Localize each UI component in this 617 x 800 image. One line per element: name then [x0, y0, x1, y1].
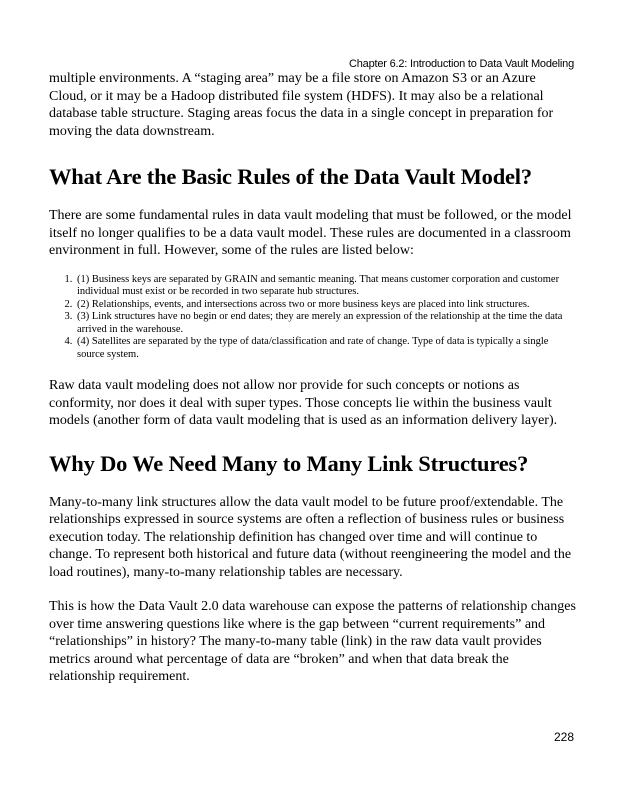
running-header: Chapter 6.2: Introduction to Data Vault Modeling — [348, 58, 574, 70]
section-heading-many-to-many: Why Do We Need Many to Many Link Structures? — [49, 450, 529, 476]
rules-list — [49, 274, 576, 362]
list-item: 2. (2) Relationships, events, and intersections across two or more business keys are placed into link structures. — [75, 299, 576, 312]
section-heading-basic-rules: What Are the Basic Rules of the Data Vault Model? — [49, 164, 532, 189]
list-item: 1. (1) Business keys are separated by GRAIN and semantic meaning. That means customer corporation and customer individual must exist or be recorded in two separate hub structures. — [75, 274, 576, 299]
basic-rules-intro-paragraph: There are some fundamental rules in data vault modeling that must be followed, or the model itself no longer qualifies to be a data vault model. These rules are documented in a classroom environment in full. However, some of the rules are listed below: — [49, 208, 572, 258]
page-content — [49, 70, 576, 686]
intro-paragraph: multiple environments. A “staging area” may be a file store on Amazon S3 or an Azure Cloud, or it may be a Hadoop distributed file system (HDFS). It may also be a relational database table structure. Staging areas focus the data in a single concept in preparation for moving the data downstream. — [49, 71, 554, 139]
many-to-many-paragraph-1: Many-to-many link structures allow the data vault model to be future proof/extendable. The relationships expressed in source systems are often a reflection of business rules or business execution today. The relationship definition has changed over time and will continue to change. To represent both historical and future data (without reengineering the model and the load routines), many-to-many relationship tables are necessary. — [49, 494, 572, 580]
many-to-many-paragraph-2: This is how the Data Vault 2.0 data warehouse can expose the patterns of relationship changes over time answering questions like where is the gap between “current requirements” and “relationships” in history? The many-to-many table (link) in the raw data vault provides metrics around what percentage of data are “broken” and when that data break the relationship requirement. — [49, 599, 576, 684]
page-number: 228 — [553, 730, 574, 744]
raw-vault-paragraph: Raw data vault modeling does not allow nor provide for such concepts or notions as conformity, nor does it deal with super types. Those concepts lie within the business vault models (another form of data vault modeling that is used as an information delivery layer). — [49, 378, 558, 428]
list-item: 4. (4) Satellites are separated by the type of data/classification and rate of change. Type of data is typically a single source system. — [75, 336, 576, 361]
list-item: 3. (3) Link structures have no begin or end dates; they are merely an expression of the relationship at the time the data arrived in the warehouse. — [75, 311, 576, 336]
